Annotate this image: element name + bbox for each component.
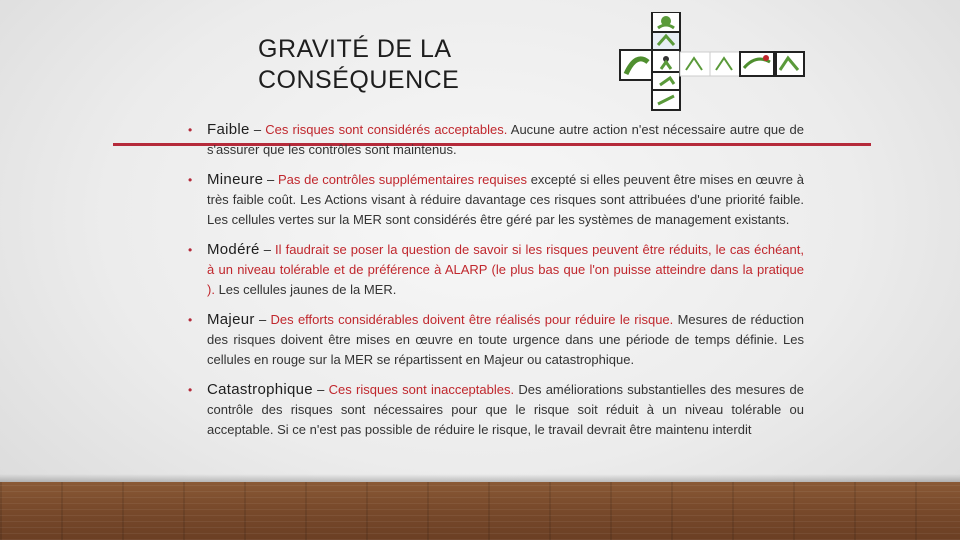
item-highlight: Des efforts considérables doivent être réalisés pour réduire le risque.	[270, 312, 674, 327]
item-text: Mesures de réduction des risques doivent être mises en œuvre en toute urgence dans une période de temps définie. Les cellules en rouge sur la MER se répartissent en Majeur ou catastrophique.	[207, 312, 804, 367]
slide-title	[258, 34, 459, 96]
list-item-faible	[188, 120, 804, 160]
bullet-icon: •	[188, 383, 193, 397]
bullet-icon: •	[188, 173, 193, 187]
item-text: Des améliorations substantielles des mesures de contrôle des risques sont nécessaires pour que le risque soit réduit à un niveau tolérable ou acceptable. Si ce n'est pas possible de réduire le risque, le travail devrait être maintenu interdit	[207, 382, 805, 437]
list-item-modere	[188, 240, 804, 300]
item-label: Majeur	[207, 311, 255, 328]
item-text: Les cellules jaunes de la MER.	[214, 282, 397, 297]
item-label: Catastrophique	[207, 381, 313, 398]
item-dash: –	[249, 122, 266, 137]
title-line-1: GRAVITÉ DE LA	[258, 35, 452, 63]
title-line-2: CONSÉQUENCE	[258, 66, 460, 94]
item-dash: –	[254, 312, 271, 327]
item-label: Modéré	[207, 241, 260, 258]
bullet-icon: •	[188, 313, 193, 327]
list-item-catastrophique	[188, 380, 804, 440]
item-text: excepté si elles peuvent être mises en œuvre à très faible coût. Les Actions visant à réduire davantage ces risques sont attribuées d'une priorité faible. Les cellules vertes sur la MER sont considérés être géré par les systèmes de management existants.	[207, 172, 804, 227]
list-item-mineure	[188, 170, 804, 230]
bullet-icon: •	[188, 243, 193, 257]
list-item-majeur	[188, 310, 804, 370]
item-label: Mineure	[207, 171, 264, 188]
item-dash: –	[263, 172, 278, 187]
item-highlight: Ces risques sont considérés acceptables.	[265, 122, 508, 137]
wooden-floor	[0, 482, 960, 540]
item-highlight: Il faudrait se poser la question de savoir si les risques peuvent être réduits, le cas échéant, à un niveau tolérable et de préférence à ALARP (le plus bas que l'on puisse atteindre dans la pratique ).	[207, 242, 804, 297]
item-dash: –	[312, 382, 329, 397]
item-highlight: Pas de contrôles supplémentaires requises	[277, 172, 527, 187]
bullet-icon: •	[188, 123, 193, 137]
item-label: Faible	[207, 121, 250, 138]
consequence-list	[188, 120, 804, 450]
item-dash: –	[259, 242, 276, 257]
item-highlight: Ces risques sont inacceptables.	[328, 382, 515, 397]
item-text: Aucune autre action n'est nécessaire autre que de s'assurer que les contrôles sont maintenus.	[207, 122, 805, 157]
risk-matrix-pictograms-icon	[616, 12, 806, 112]
